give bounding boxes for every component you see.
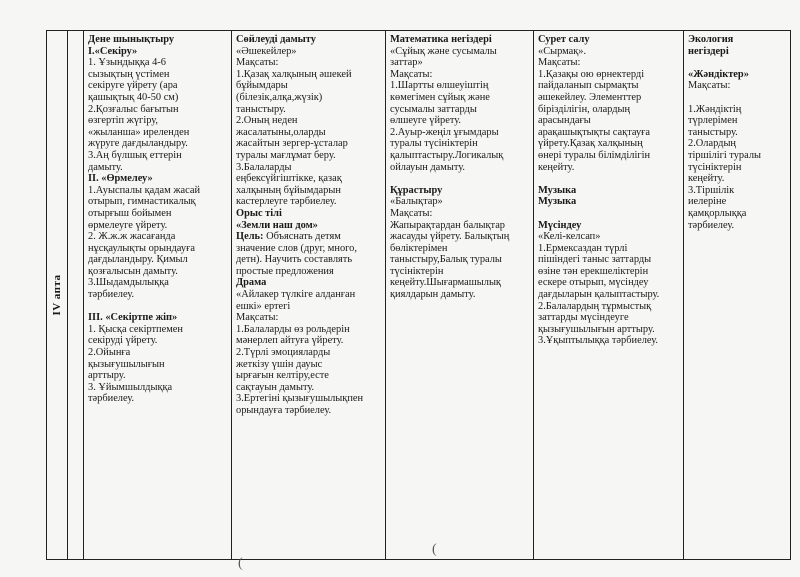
cell-line: жасалатыны,оларды — [236, 126, 326, 138]
cell-line — [390, 173, 532, 185]
cell-line: «Әшекейлер» — [236, 45, 297, 57]
cell-line: негіздері — [688, 45, 729, 57]
cell-line: значение слов (друг, много, — [236, 242, 357, 254]
cell-line: тіршілігі туралы — [688, 149, 761, 161]
cell-line — [538, 208, 682, 220]
cell-line: тәрбиелеу. — [88, 393, 135, 405]
cell-line: нұсқаулықты орындауға — [88, 242, 195, 254]
column-divider — [533, 30, 534, 560]
cell-line: «Жәндіктер» — [688, 68, 749, 80]
speech-development-cell — [236, 34, 384, 417]
cell-line: жасауды үйрету. Балықтың — [390, 231, 510, 243]
cell-line: қашықтық 40-50 см) — [88, 91, 179, 103]
cell-line: Математика негіздері — [390, 34, 492, 45]
cell-line: 1. Ұзындыққа 4-6 — [88, 57, 166, 69]
cell-line: Мақсаты: — [236, 312, 279, 324]
cell-line: Мақсаты: — [390, 207, 433, 219]
cell-line: кеңейту.Шығармашылық — [390, 277, 501, 289]
cell-line: әшекейлеу. Элементтер — [538, 91, 642, 103]
cell-line: 3.Ұқыптылыққа тәрбиелеу. — [538, 335, 658, 347]
cell-line: Сөйлеуді дамыту — [236, 34, 316, 45]
cell-line: өлшеуге үйрету. — [390, 115, 461, 127]
table-top-border — [46, 30, 791, 31]
cell-line: қалыптастыру.Логикалық — [390, 149, 504, 161]
cell-line: арақашықтықты сақтауға — [538, 126, 651, 138]
cell-line: детн). Научить составлять — [236, 254, 353, 266]
cell-line: «Земли наш дом» — [236, 219, 318, 231]
cell-line: I.«Секіру» — [88, 45, 138, 57]
cell-line: заттарды мүсіндеуге — [538, 312, 629, 324]
cell-line — [88, 301, 228, 313]
cell-line: Мақсаты: — [390, 68, 433, 80]
cell-line: 1.Жәндіктің — [688, 103, 742, 115]
cell-line: 1.Ауыспалы қадам жасай — [88, 184, 201, 196]
week-label-cell — [47, 30, 67, 560]
cell-line: Экология — [688, 34, 734, 45]
cell-line: үйрету.Қазақ халқының — [538, 138, 643, 150]
column-divider — [231, 30, 232, 560]
cell-line: отырып, гимнастикалық — [88, 196, 196, 208]
cell-line: 2.Ойынға — [88, 347, 131, 359]
cell-line: «Сұйық және сусымалы — [390, 45, 497, 57]
cell-line: «жыланша» иреленден — [88, 126, 190, 138]
cell-line — [688, 57, 786, 69]
cell-line: туралы мағлұмат беру. — [236, 149, 336, 161]
cell-line-text: Объяснать детям — [263, 231, 341, 243]
cell-line: секіруге үйрету (ара — [88, 80, 178, 92]
cell-line: Сурет салу — [538, 34, 590, 45]
cell-line: Құрастыру — [390, 184, 443, 196]
week-column-divider — [67, 30, 68, 560]
cell-line: қозғалысын дамыту. — [88, 265, 178, 277]
cell-line: секіруді үйрету. — [88, 335, 158, 347]
cell-line: өнері туралы білімділігін — [538, 149, 651, 161]
cell-line: дағдыларын қалыптастыру. — [538, 289, 660, 301]
cell-line: кеңейту. — [688, 173, 725, 185]
cell-line: пайдаланып сырмақты — [538, 80, 639, 92]
cell-line: халқының бұйымдарын — [236, 184, 341, 196]
column-divider — [385, 30, 386, 560]
cell-line: 2.Оның неден — [236, 115, 298, 127]
cell-line: ешкі» ертегі — [236, 300, 291, 312]
cell-line: сусымалы заттарды — [390, 103, 477, 115]
cell-line: II. «Өрмелеу» — [88, 173, 153, 185]
cell-line: 2.Қозғалыс бағытын — [88, 103, 179, 115]
cell-line: 3. Ұйымшылдыққа — [88, 381, 173, 393]
cell-line: қамқорлыққа — [688, 207, 747, 219]
cell-line: иелеріне — [688, 196, 727, 208]
table-bottom-border — [46, 559, 791, 560]
cell-line: простые предложения — [236, 265, 334, 277]
cell-line: Драма — [236, 277, 267, 289]
cell-line: ойлауын дамыту. — [390, 161, 465, 173]
cell-line: өрмелеуге үйрету. — [88, 219, 168, 231]
physical-education-cell — [88, 34, 228, 405]
cell-line: 1.Қазақ халқының әшекей — [236, 68, 352, 80]
cell-line: заттар» — [390, 57, 423, 69]
week-label: IV апта — [51, 274, 63, 316]
cell-line — [236, 231, 384, 243]
cell-line: Дене шынықтыру — [88, 34, 175, 45]
cell-line: «Балықтар» — [390, 196, 443, 208]
cell-line: Мақсаты: — [538, 57, 581, 69]
cell-line-label: Цель: — [236, 231, 264, 243]
cell-line: 1.Ермексаздан түрлі — [538, 242, 628, 254]
cell-line: өзіне тән ерекшеліктерін — [538, 265, 649, 277]
cell-line: 3.Аң бүлшық еттерін — [88, 149, 182, 161]
cell-line: пішіндегі таныс заттарды — [538, 254, 652, 266]
ecology-cell — [688, 34, 786, 231]
cell-line: 2.Түрлі эмоцияларды — [236, 347, 331, 359]
cell-line: арттыру. — [88, 370, 126, 382]
cell-line: 2.Балалардың тұрмыстық — [538, 300, 652, 312]
table-right-border — [790, 30, 791, 560]
cell-line: дамыту. — [88, 161, 123, 173]
mathematics-cell — [390, 34, 532, 301]
cell-line: түсініктерін — [390, 265, 444, 277]
cell-line: өзгертіп жүгіру, — [88, 115, 159, 127]
cell-line: көмегімен сұйық және — [390, 91, 490, 103]
cell-line: мәнерлеп айтуға үйрету. — [236, 335, 344, 347]
cell-line: еңбексүйгіштікке, қазақ — [236, 173, 342, 185]
scan-mark: ( — [432, 542, 437, 557]
cell-line: түрлерімен — [688, 115, 738, 127]
cell-line: кастерлеуге тәрбиелеу. — [236, 196, 337, 208]
cell-line: сақтауын дамыту. — [236, 381, 315, 393]
cell-line: 2.Олардың — [688, 138, 736, 150]
cell-line: 3.Шыдамдылыққа — [88, 277, 169, 289]
cell-line: арасындағы — [538, 115, 591, 127]
cell-line: ескере отырып, мүсіндеу — [538, 277, 649, 289]
cell-line: қызығушылығын арттыру. — [538, 323, 655, 335]
cell-line: ырғағын келтіру,есте — [236, 370, 329, 382]
cell-line: кеңейту. — [538, 161, 575, 173]
cell-line: бірізділігін, олардың — [538, 103, 631, 115]
cell-line: III. «Секіртпе жіп» — [88, 312, 178, 324]
cell-line: жасайтын зергер-ұсталар — [236, 138, 348, 150]
cell-line: Мүсіндеу — [538, 219, 582, 231]
cell-line: 1.Қазақы ою өрнектерді — [538, 68, 645, 80]
cell-line: түсініктерін — [688, 161, 742, 173]
cell-line: туралы түсініктерін — [390, 138, 478, 150]
cell-line: «Айлакер түлкіге алданған — [236, 289, 356, 301]
cell-line: 2.Ауыр-жеңіл ұғымдары — [390, 126, 499, 138]
cell-line: 1. Қысқа секіртпемен — [88, 323, 183, 335]
cell-line: Жапырақтардан балықтар — [390, 219, 505, 231]
cell-line: 3.Тіршілік — [688, 184, 735, 196]
cell-line: дағдыландыру. Қимыл — [88, 254, 188, 266]
cell-line: 2. Ж.ж.ж жасағанда — [88, 231, 176, 243]
column-divider — [83, 30, 84, 560]
drawing-music-cell — [538, 34, 682, 347]
cell-line: отырғыш бойымен — [88, 207, 172, 219]
scan-mark: ( — [238, 556, 243, 571]
cell-line: Мақсаты: — [236, 57, 279, 69]
cell-line: 3.Балаларды — [236, 161, 292, 173]
cell-line: (білезік,алқа,жүзік) — [236, 91, 323, 103]
column-divider — [683, 30, 684, 560]
cell-line: таныстыру. — [688, 126, 738, 138]
cell-line: 1.Шартты өлшеуіштің — [390, 80, 489, 92]
cell-line: Орыс тілі — [236, 207, 282, 219]
cell-line — [688, 92, 786, 104]
cell-line: жеткізу үшін дауыс — [236, 358, 323, 370]
cell-line: тәрбиелеу. — [688, 219, 735, 231]
cell-line: «Сырмақ». — [538, 45, 587, 57]
cell-line: «Келі-келсап» — [538, 231, 601, 243]
cell-line: сызықтың үстімен — [88, 68, 170, 80]
cell-line: Музыка — [538, 184, 577, 196]
cell-line: Мақсаты: — [688, 80, 731, 92]
cell-line: қызығушылығын — [88, 358, 165, 370]
cell-line — [538, 173, 682, 185]
cell-line: 3.Ертегіні қызығушылықпен — [236, 393, 364, 405]
cell-line: таныстыру,Балық туралы — [390, 254, 502, 266]
cell-line: таныстыру. — [236, 103, 286, 115]
cell-line: қиялдарын дамыту. — [390, 289, 476, 301]
cell-line: бұйымдары — [236, 80, 288, 92]
cell-line: Музыка — [538, 196, 577, 208]
cell-line: орындауға тәрбиелеу. — [236, 405, 332, 416]
cell-line: жүруге дағдыландыру. — [88, 138, 188, 150]
cell-line: 1.Балаларды өз рольдерін — [236, 323, 350, 335]
cell-line: бөліктерімен — [390, 242, 448, 254]
cell-line: тәрбиелеу. — [88, 289, 135, 301]
